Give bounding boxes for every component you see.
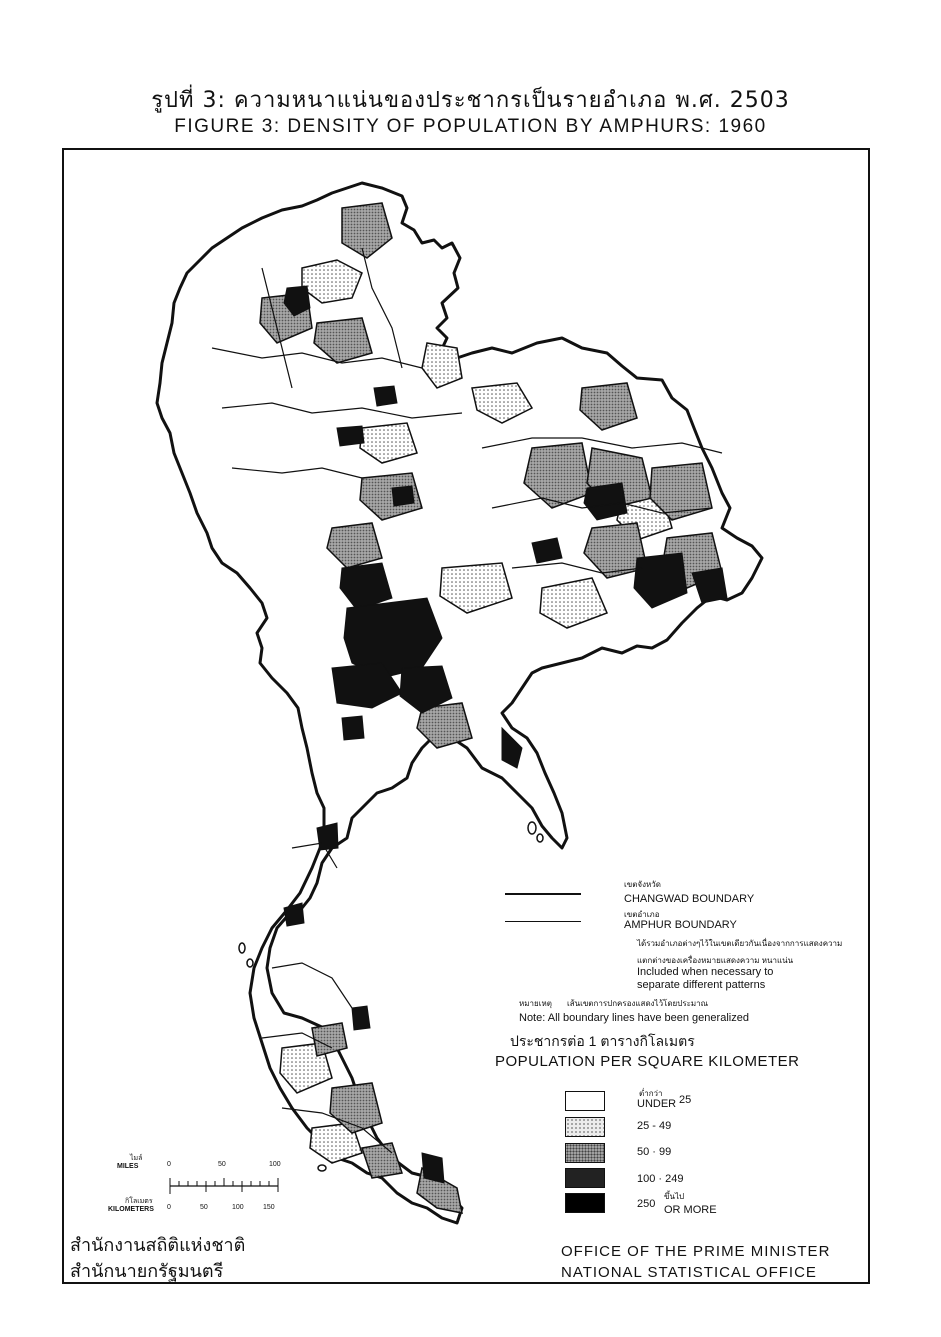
- included-en-1: Included when necessary to: [637, 966, 774, 978]
- legend-label-50-99: 50 · 99: [637, 1146, 672, 1158]
- amphur-label: AMPHUR BOUNDARY: [624, 919, 737, 931]
- scale-km-tick-0: 0: [167, 1204, 171, 1211]
- scale-bar: [165, 1175, 285, 1197]
- legend-swatch-50-99: [565, 1143, 605, 1163]
- scale-km-label: KILOMETERS: [108, 1206, 154, 1213]
- legend-swatch-25-49: [565, 1117, 605, 1137]
- legend-label-under-25: UNDER: [637, 1098, 677, 1110]
- amphur-boundary-line: [505, 921, 581, 922]
- scale-km-tick-50: 50: [200, 1204, 208, 1211]
- legend-label-under-25-num: 25: [679, 1094, 692, 1106]
- legend-swatch-under-25: [565, 1091, 605, 1111]
- legend-swatch-250-or-more: [565, 1193, 605, 1213]
- legend-heading-thai: ประชากรต่อ 1 ตารางกิโลเมตร: [510, 1033, 695, 1049]
- included-thai-2: แตกต่างของเครื่องหมายแสดงความ หนาแน่น: [637, 956, 794, 965]
- scale-km-tick-100: 100: [232, 1204, 244, 1211]
- islands: [239, 822, 543, 1171]
- title-thai: รูปที่ 3: ความหนาแน่นของประชากรเป็นรายอำเภอ พ.ศ. 2503: [151, 88, 790, 113]
- scale-km-thai: กิโลเมตร: [125, 1198, 153, 1205]
- changwad-label-thai: เขตจังหวัด: [624, 880, 661, 889]
- legend-label-under-25-thai: ต่ำกว่า: [639, 1089, 663, 1098]
- legend-heading: POPULATION PER SQUARE KILOMETER: [495, 1053, 800, 1070]
- scale-miles-tick-0: 0: [167, 1161, 171, 1168]
- note-thai: เส้นเขตการปกครองแสดงไว้โดยประมาณ: [567, 999, 709, 1008]
- note-label-thai: หมายเหตุ: [519, 999, 552, 1008]
- agency-thai-line-1: สำนักงานสถิติแห่งชาติ: [70, 1235, 246, 1255]
- legend-swatch-100-249: [565, 1168, 605, 1188]
- thailand-density-map: [62, 148, 870, 1284]
- legend-label-250-or-more: OR MORE: [664, 1204, 717, 1216]
- note-english: Note: All boundary lines have been generalized: [519, 1012, 749, 1024]
- included-en-2: separate different patterns: [637, 979, 766, 991]
- legend-label-250-num: 250: [637, 1198, 656, 1210]
- included-thai-1: ได้รวมอำเภอต่างๆไว้ในเขตเดียวกันเนื่องจากการแสดงความ: [637, 939, 843, 948]
- changwad-boundary-line: [505, 893, 581, 895]
- amphur-label-thai: เขตอำเภอ: [624, 910, 660, 919]
- legend-label-25-49: 25 - 49: [637, 1120, 672, 1132]
- title-english: FIGURE 3: DENSITY OF POPULATION BY AMPHURS: 1960: [174, 116, 767, 137]
- changwad-label: CHANGWAD BOUNDARY: [624, 893, 755, 905]
- legend-label-100-249: 100 · 249: [637, 1173, 684, 1185]
- agency-english-line-1: OFFICE OF THE PRIME MINISTER: [561, 1243, 831, 1260]
- scale-km-tick-150: 150: [263, 1204, 275, 1211]
- scale-miles-tick-100: 100: [269, 1161, 281, 1168]
- scale-miles-label: MILES: [117, 1163, 139, 1170]
- agency-english-line-2: NATIONAL STATISTICAL OFFICE: [561, 1264, 817, 1281]
- scale-miles-tick-50: 50: [218, 1161, 226, 1168]
- scale-miles-thai: ไมล์: [130, 1155, 143, 1162]
- legend-label-250-thai: ขึ้นไป: [664, 1192, 685, 1201]
- agency-thai-line-2: สำนักนายกรัฐมนตรี: [70, 1261, 224, 1281]
